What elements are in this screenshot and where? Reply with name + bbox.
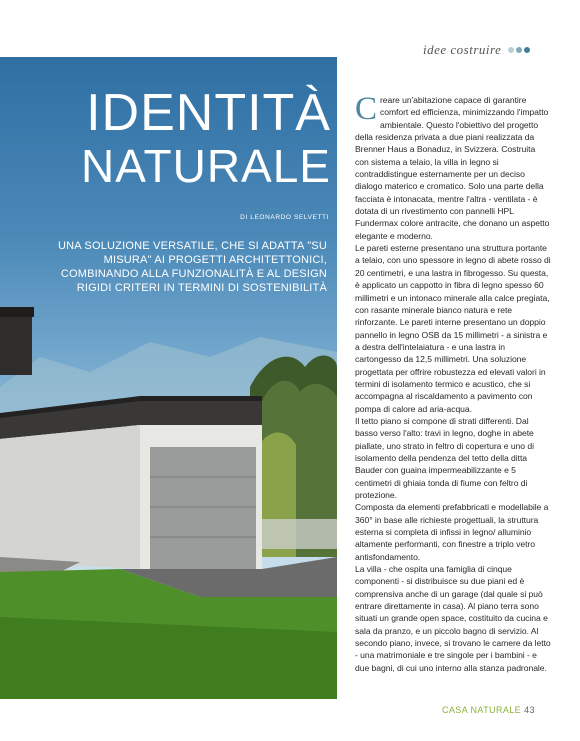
paragraph-5: La villa - che ospita una famiglia di cinque componenti - si distribuisce su due piani ed è comprensiva anche di un garage (dal quale si può entrare direttamente in casa). Al piano terra sono situati un grande open space, costituito da cucina e sala da pranzo, e un piccolo bagno di servizio. Al secondo piano, invece, si trovano le camere da letto - una matrimoniale e tre singole per i bambini - e due bagni, di cui uno interno alla stanza padronale. (355, 564, 551, 673)
article-title (81, 84, 331, 192)
dot-icon (516, 47, 522, 53)
title-line-2: NATURALE (81, 140, 331, 192)
house-photo (0, 57, 337, 699)
byline: DI LEONARDO SELVETTI (240, 214, 329, 221)
dot-icon (508, 47, 514, 53)
section-header (423, 42, 530, 58)
magazine-name: CASA NATURALE (442, 705, 522, 715)
section-label: idee costruire (423, 42, 502, 57)
section-dots (508, 47, 530, 53)
paragraph-4: Composta da elementi prefabbricati e modellabile a 360° in base alle richieste progettuali, la struttura esterna si completa di infissi in legno/ alluminio altamente performanti, con finestre a triplo vetro antisfondamento. (355, 502, 549, 562)
article-body (355, 91, 551, 674)
paragraph-1 (355, 91, 551, 242)
paragraph-2: Le pareti esterne presentano una struttura portante a telaio, con uno spessore in legno di abete rosso di 20 centimetri, e una lastra in fibrogesso. Su questa, è applicato un cappotto in fibra di legno spesso 60 millimetri e un intonaco minerale alla calce pregiata, con rasante minerale bianco natura e rete rinforzante. Le pareti interne presentano un doppio pannello in legno OSB da 15 millimetri - a sinistra e a destra dell'intelaiatura - e una lastra in cartongesso da 12,5 millimetri. Una soluzione progettata per offrire robustezza ed elevati valori in termini di isolamento termico e acustico, che si accompagna al riscaldamento a pavimento con pompa di calore ad aria-acqua. (355, 243, 551, 414)
drop-cap: C (355, 91, 377, 127)
page-number: 43 (524, 705, 535, 715)
lead-paragraph: UNA SOLUZIONE VERSATILE, CHE SI ADATTA "SU MISURA" AI PROGETTI ARCHITETTONICI, COMBINANDO ALLA FUNZIONALITÀ E AL DESIGN RIGIDI CRITERI IN TERMINI DI SOSTENIBILITÀ (57, 240, 327, 294)
page-footer (442, 705, 535, 715)
paragraph-1-text: reare un'abitazione capace di garantire comfort ed efficienza, minimizzando l'impatto ambientale. Questo l'obiettivo del progetto della residenza privata a due piani realizzata da Brenner Haus a Bonaduz, in Svizzera. Costruita con sistema a telaio, la villa in legno si contraddistingue esternamente per un deciso dialogo materico e cromatico. Solo una parte della facciata è intonacata, mentre l'altra - ventilata - è dotata di un rivestimento con pannelli HPL Fundermax colore antracite, che donano un aspetto elegante e moderno. (355, 95, 550, 241)
title-line-1: IDENTITÀ (86, 84, 331, 142)
paragraph-3: Il tetto piano si compone di strati differenti. Dal basso verso l'alto: travi in legno, doghe in abete piallate, uno strato in feltro di copertura e uno di isolamento della pendenza del tetto della ditta Bauder con guaina impermeabilizzante e 5 centimetri di ghiaia tonda di fiume con feltro di protezione. (355, 415, 534, 500)
dot-icon (524, 47, 530, 53)
